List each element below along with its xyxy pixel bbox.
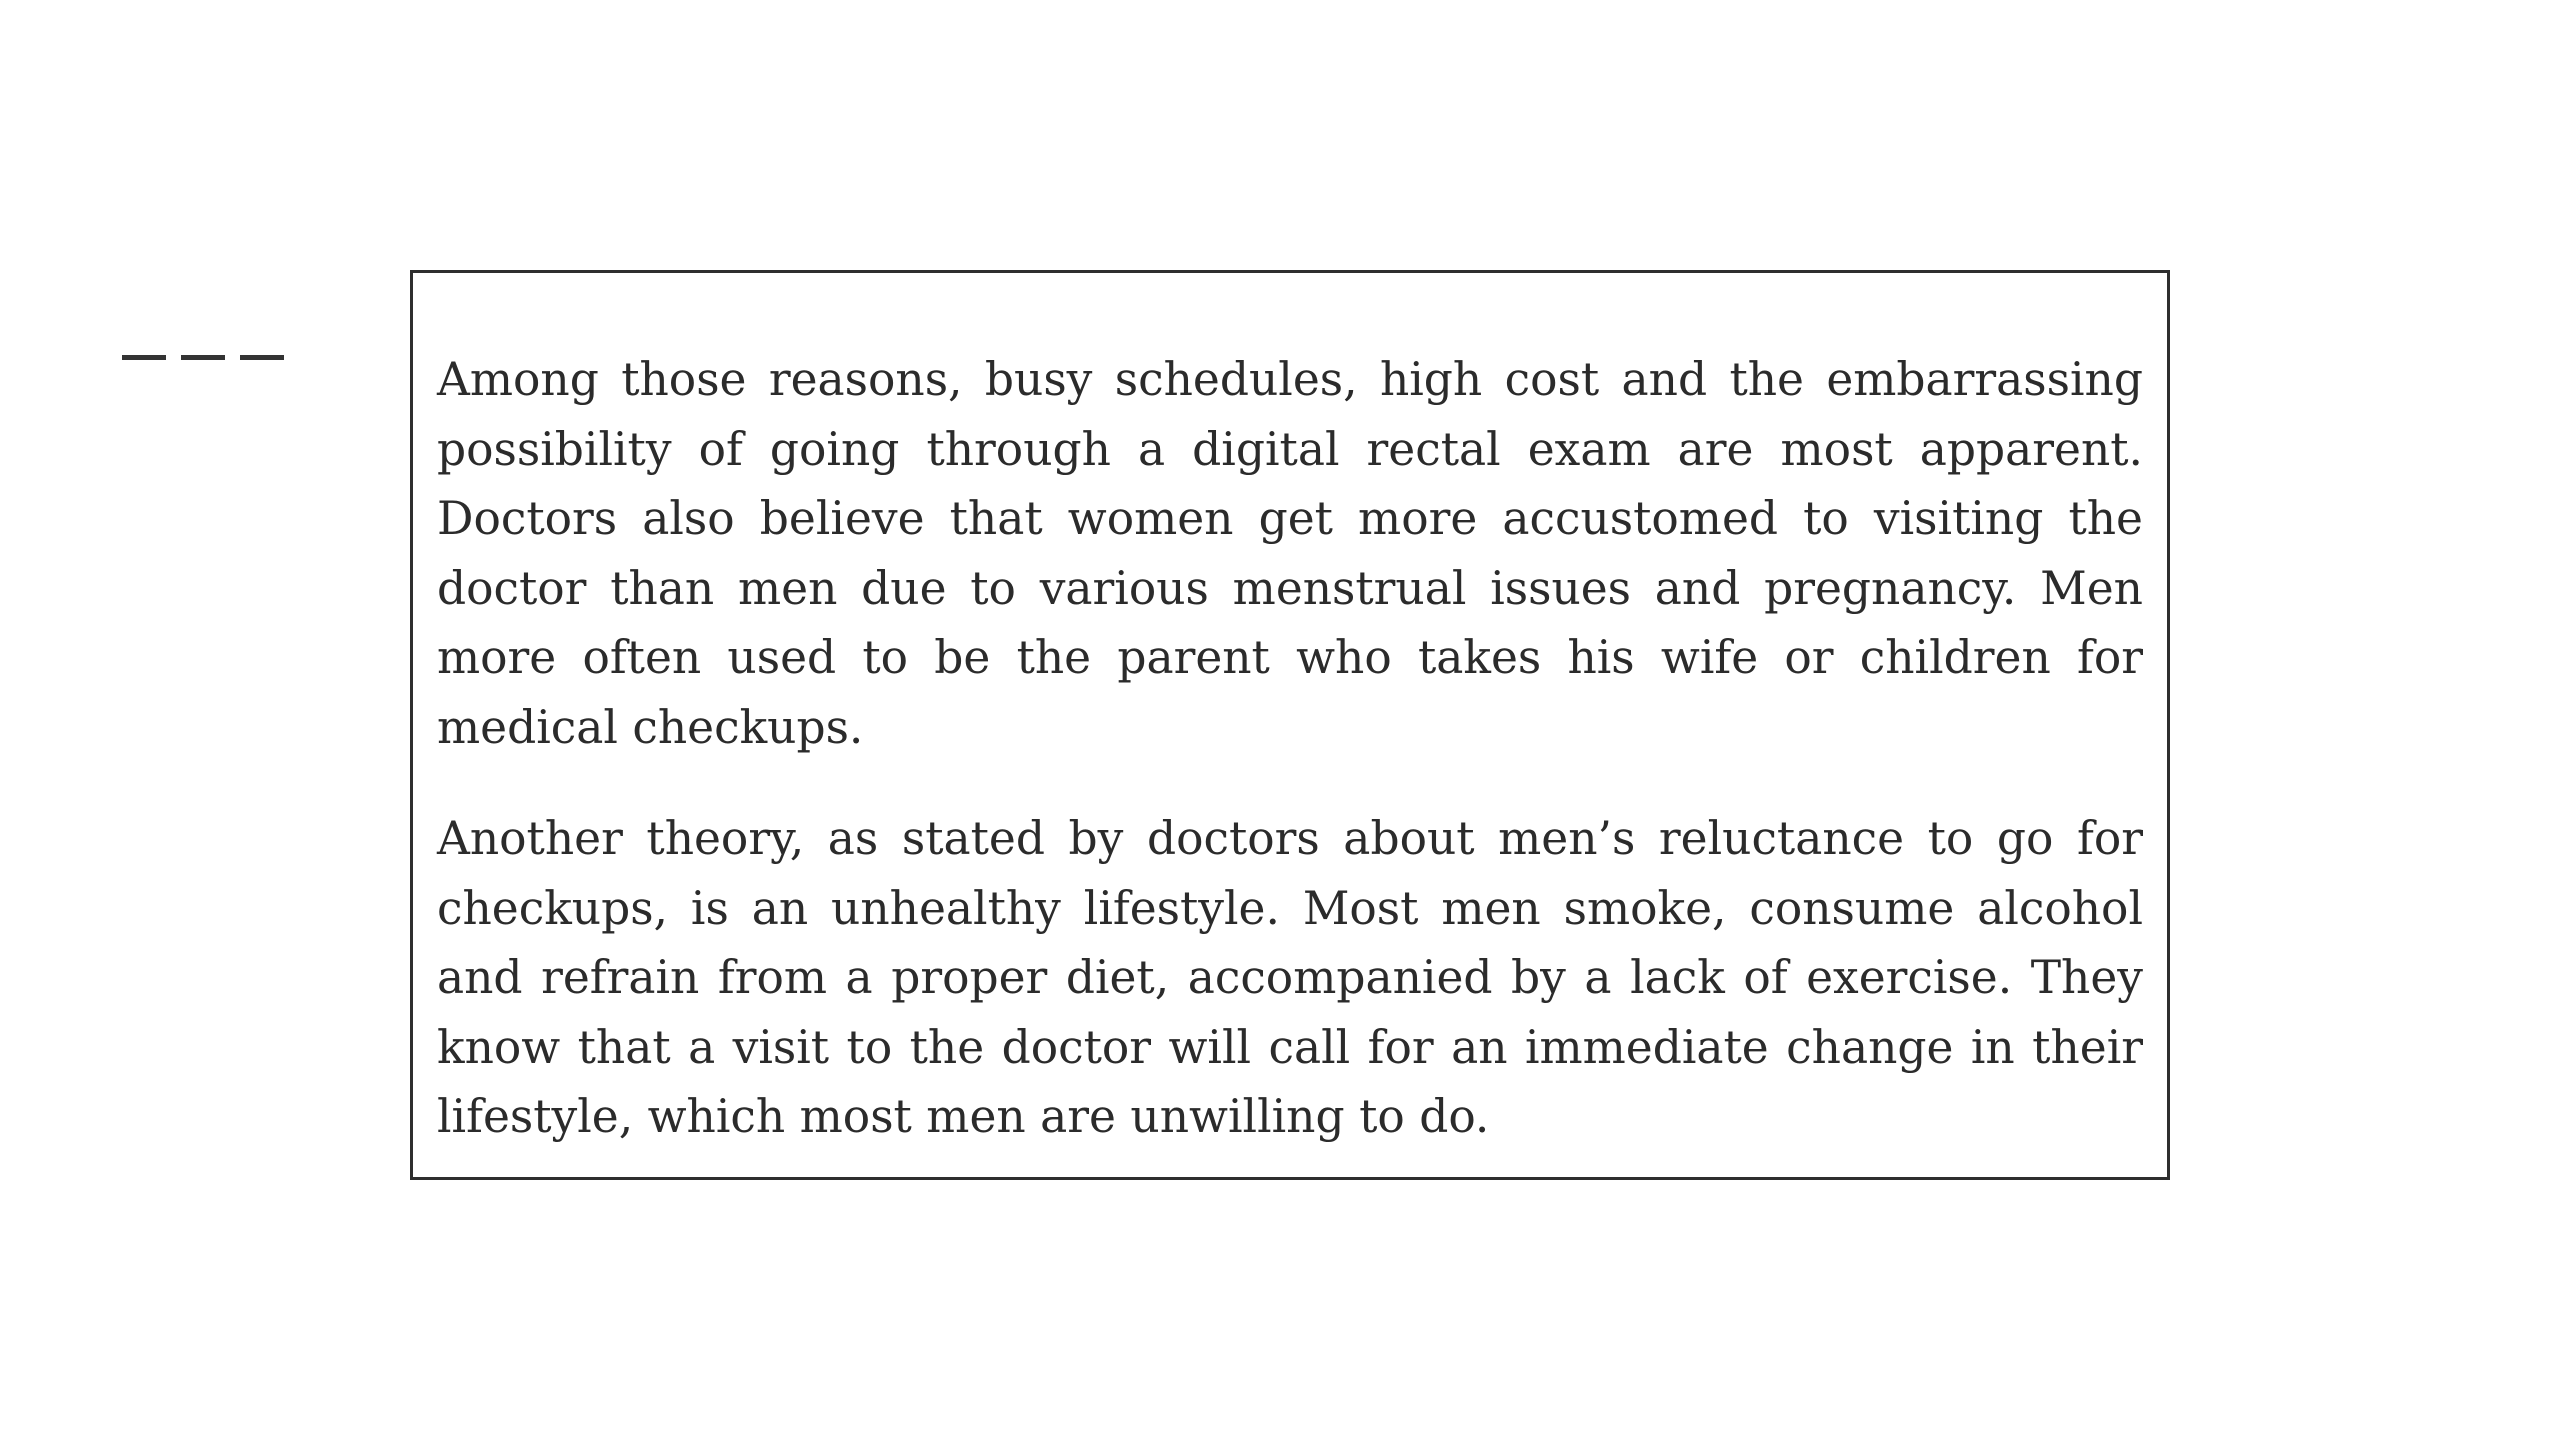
dash-segment — [122, 355, 166, 360]
dash-segment — [240, 355, 284, 360]
text-box[interactable] — [410, 270, 2170, 1180]
dash-segment — [181, 355, 225, 360]
paragraph-2: Another theory, as stated by doctors about men’s reluctance to go for checkups, is an unhealthy lifestyle. Most men smoke, consume alcohol and refrain from a proper diet, accompanied by a lack of exercise. They know that a visit to the doctor will call for an immediate change in their lifestyle, which most men are unwilling to do. — [437, 812, 2143, 1143]
paragraph-1: Among those reasons, busy schedules, high cost and the embarrassing possibility of going through a digital rectal exam are most apparent. Doctors also believe that women get more accustomed to visiting the doctor than men due to various menstrual issues and pregnancy. Men more often used to be the parent who takes his wife or children for medical checkups. — [437, 353, 2143, 754]
dash-marker-icon — [122, 355, 284, 360]
